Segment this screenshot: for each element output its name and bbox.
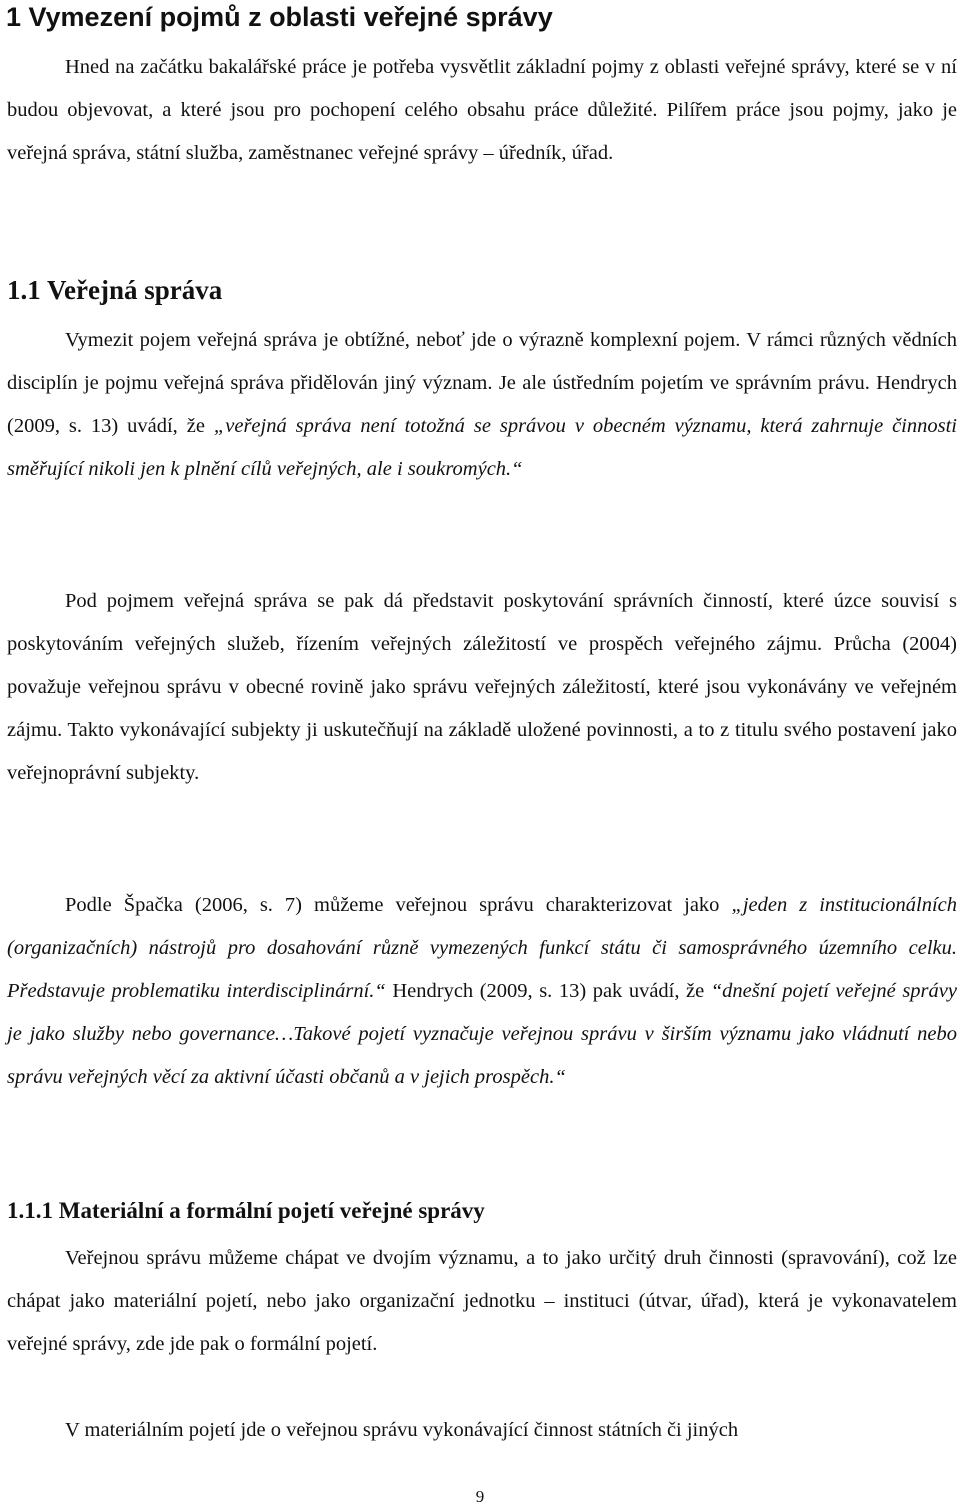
chapter-heading: 1 Vymezení pojmů z oblasti veřejné správy — [6, 2, 553, 32]
quote-spacek: „jeden z institucionálních (organizačních) nástrojů pro dosahování různě vymezených funkcí státu či samosprávného územního celku. Představuje problematiku interdisciplinární.“ — [7, 894, 957, 1002]
paragraph-prucha: Pod pojmem veřejná správa se pak dá představit poskytování správních činností, které úzce souvisí s poskytováním veřejných služeb, řízením veřejných záležitostí ve prospěch veřejného zájmu. Průcha (2004) považuje veřejnou správu v obecné rovině jako správu veřejných záležitostí, které jsou vykonávány ve veřejném zájmu. Takto vykonávající subjekty ji uskutečňují na základě uložené povinnosti, a to z titulu svého postavení jako veřejnoprávní subjekty. — [7, 590, 957, 784]
paragraph-text: Vymezit pojem veřejná správa je obtížné, neboť jde o výrazně komplexní pojem. V rámci různých vědních disciplín je pojmu veřejná správa přidělován jiný význam. Je ale ústředním pojetím ve správním právu. Hendrych (2009, s. 13) uvádí, že — [7, 329, 957, 437]
quote-hendrych: „veřejná správa není totožná se správou v obecném významu, která zahrnuje činnosti směřující nikoli jen k plnění cílů veřejných, ale i soukromých.“ — [7, 415, 958, 480]
subsection-heading-1-1-1: 1.1.1 Materiální a formální pojetí veřejné správy — [7, 1198, 485, 1223]
paragraph-definition — [7, 319, 957, 491]
paragraph-spacek — [7, 884, 957, 1099]
paragraph-material-start: V materiálním pojetí jde o veřejnou správu vykonávající činnost státních či jiných — [65, 1419, 739, 1441]
page-number: 9 — [475, 1487, 485, 1506]
paragraph-text: Podle Špačka (2006, s. 7) můžeme veřejnou správu charakterizovat jako — [65, 894, 732, 916]
section-heading-1-1: 1.1 Veřejná správa — [7, 275, 223, 305]
intro-paragraph: Hned na začátku bakalářské práce je potřeba vysvětlit základní pojmy z oblasti veřejné správy, které se v ní budou objevovat, a které jsou pro pochopení celého obsahu práce důležité. Pilířem práce jsou pojmy, jako je veřejná správa, státní služba, zaměstnanec veřejné správy – úředník, úřad. — [7, 56, 957, 164]
quote-hendrych-governance: “dnešní pojetí veřejné správy je jako služby nebo governance…Takové pojetí vyznačuje veřejnou správu v širším významu jako vládnutí nebo správu veřejných věcí za aktivní účasti občanů a v jejich prospěch.“ — [7, 980, 957, 1088]
paragraph-material-formal: Veřejnou správu můžeme chápat ve dvojím významu, a to jako určitý druh činnosti (spravování), což lze chápat jako materiální pojetí, nebo jako organizační jednotku – instituci (útvar, úřad), která je vykonavatelem veřejné správy, zde jde pak o formální pojetí. — [7, 1247, 957, 1355]
paragraph-text: Hendrych (2009, s. 13) pak uvádí, že — [385, 980, 711, 1002]
